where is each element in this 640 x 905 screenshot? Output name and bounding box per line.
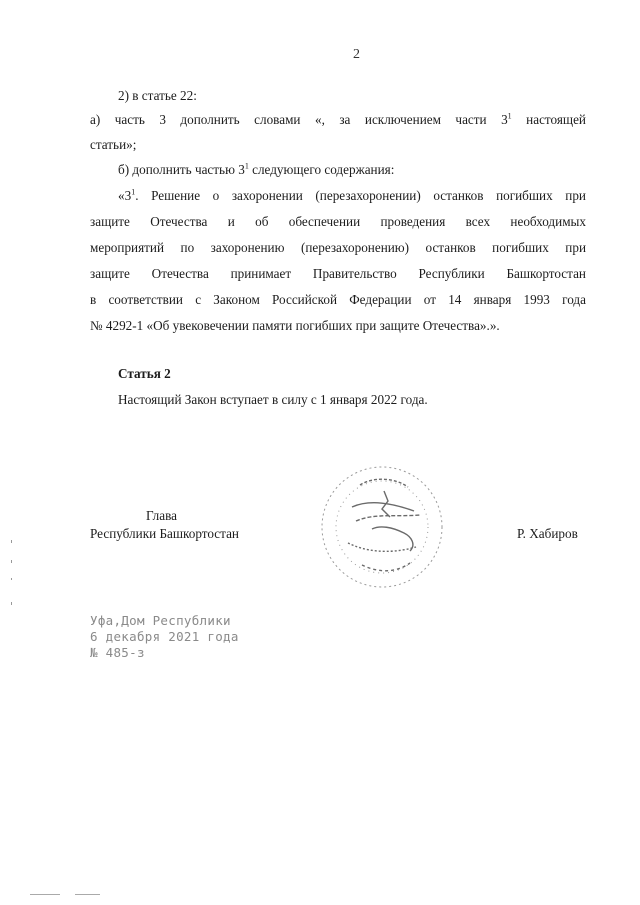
article-2-title: Статья 2 bbox=[118, 366, 171, 381]
bottom-scan-marks bbox=[30, 893, 110, 897]
quote-line-5: в соответствии с Законом Российской Федерации от 14 января 1993 года bbox=[90, 292, 586, 307]
signatory-title-line-1: Глава bbox=[146, 508, 177, 523]
quote-line-3: мероприятий по захоронению (перезахоронению) останков погибших при bbox=[90, 240, 586, 255]
quote-line-2: защите Отечества и об обеспечении проведения всех необходимых bbox=[90, 214, 586, 229]
paragraph-a-line-1: а) часть 3 дополнить словами «, за исключением части $3^1$ настоящей bbox=[90, 111, 586, 127]
signing-date: 6 декабря 2021 года bbox=[90, 629, 239, 644]
page-number: 2 bbox=[353, 47, 360, 62]
paragraph-b: б) дополнить частью $3^1$ следующего содержания: bbox=[118, 161, 395, 177]
quote-line-6: № 4292-1 «Об увековечении памяти погибших при защите Отечества».». bbox=[90, 318, 500, 333]
law-number: № 485-з bbox=[90, 645, 145, 660]
place-of-signing: Уфа,Дом Республики bbox=[90, 613, 231, 628]
quote-line-4: защите Отечества принимает Правительство Республики Башкортостан bbox=[90, 266, 586, 281]
paragraph-a-line-2: статьи»; bbox=[90, 137, 137, 152]
article-2-text: Настоящий Закон вступает в силу с 1 января 2022 года. bbox=[118, 392, 428, 407]
margin-scan-marks bbox=[10, 540, 14, 610]
quote-line-1: «$3^1$. Решение о захоронении (перезахоронении) останков погибших при bbox=[118, 187, 586, 203]
paragraph-article-22: 2) в статье 22: bbox=[118, 88, 197, 103]
signatory-title-line-2: Республики Башкортостан bbox=[90, 526, 239, 541]
official-seal bbox=[312, 455, 452, 595]
signatory-name: Р. Хабиров bbox=[517, 526, 578, 541]
